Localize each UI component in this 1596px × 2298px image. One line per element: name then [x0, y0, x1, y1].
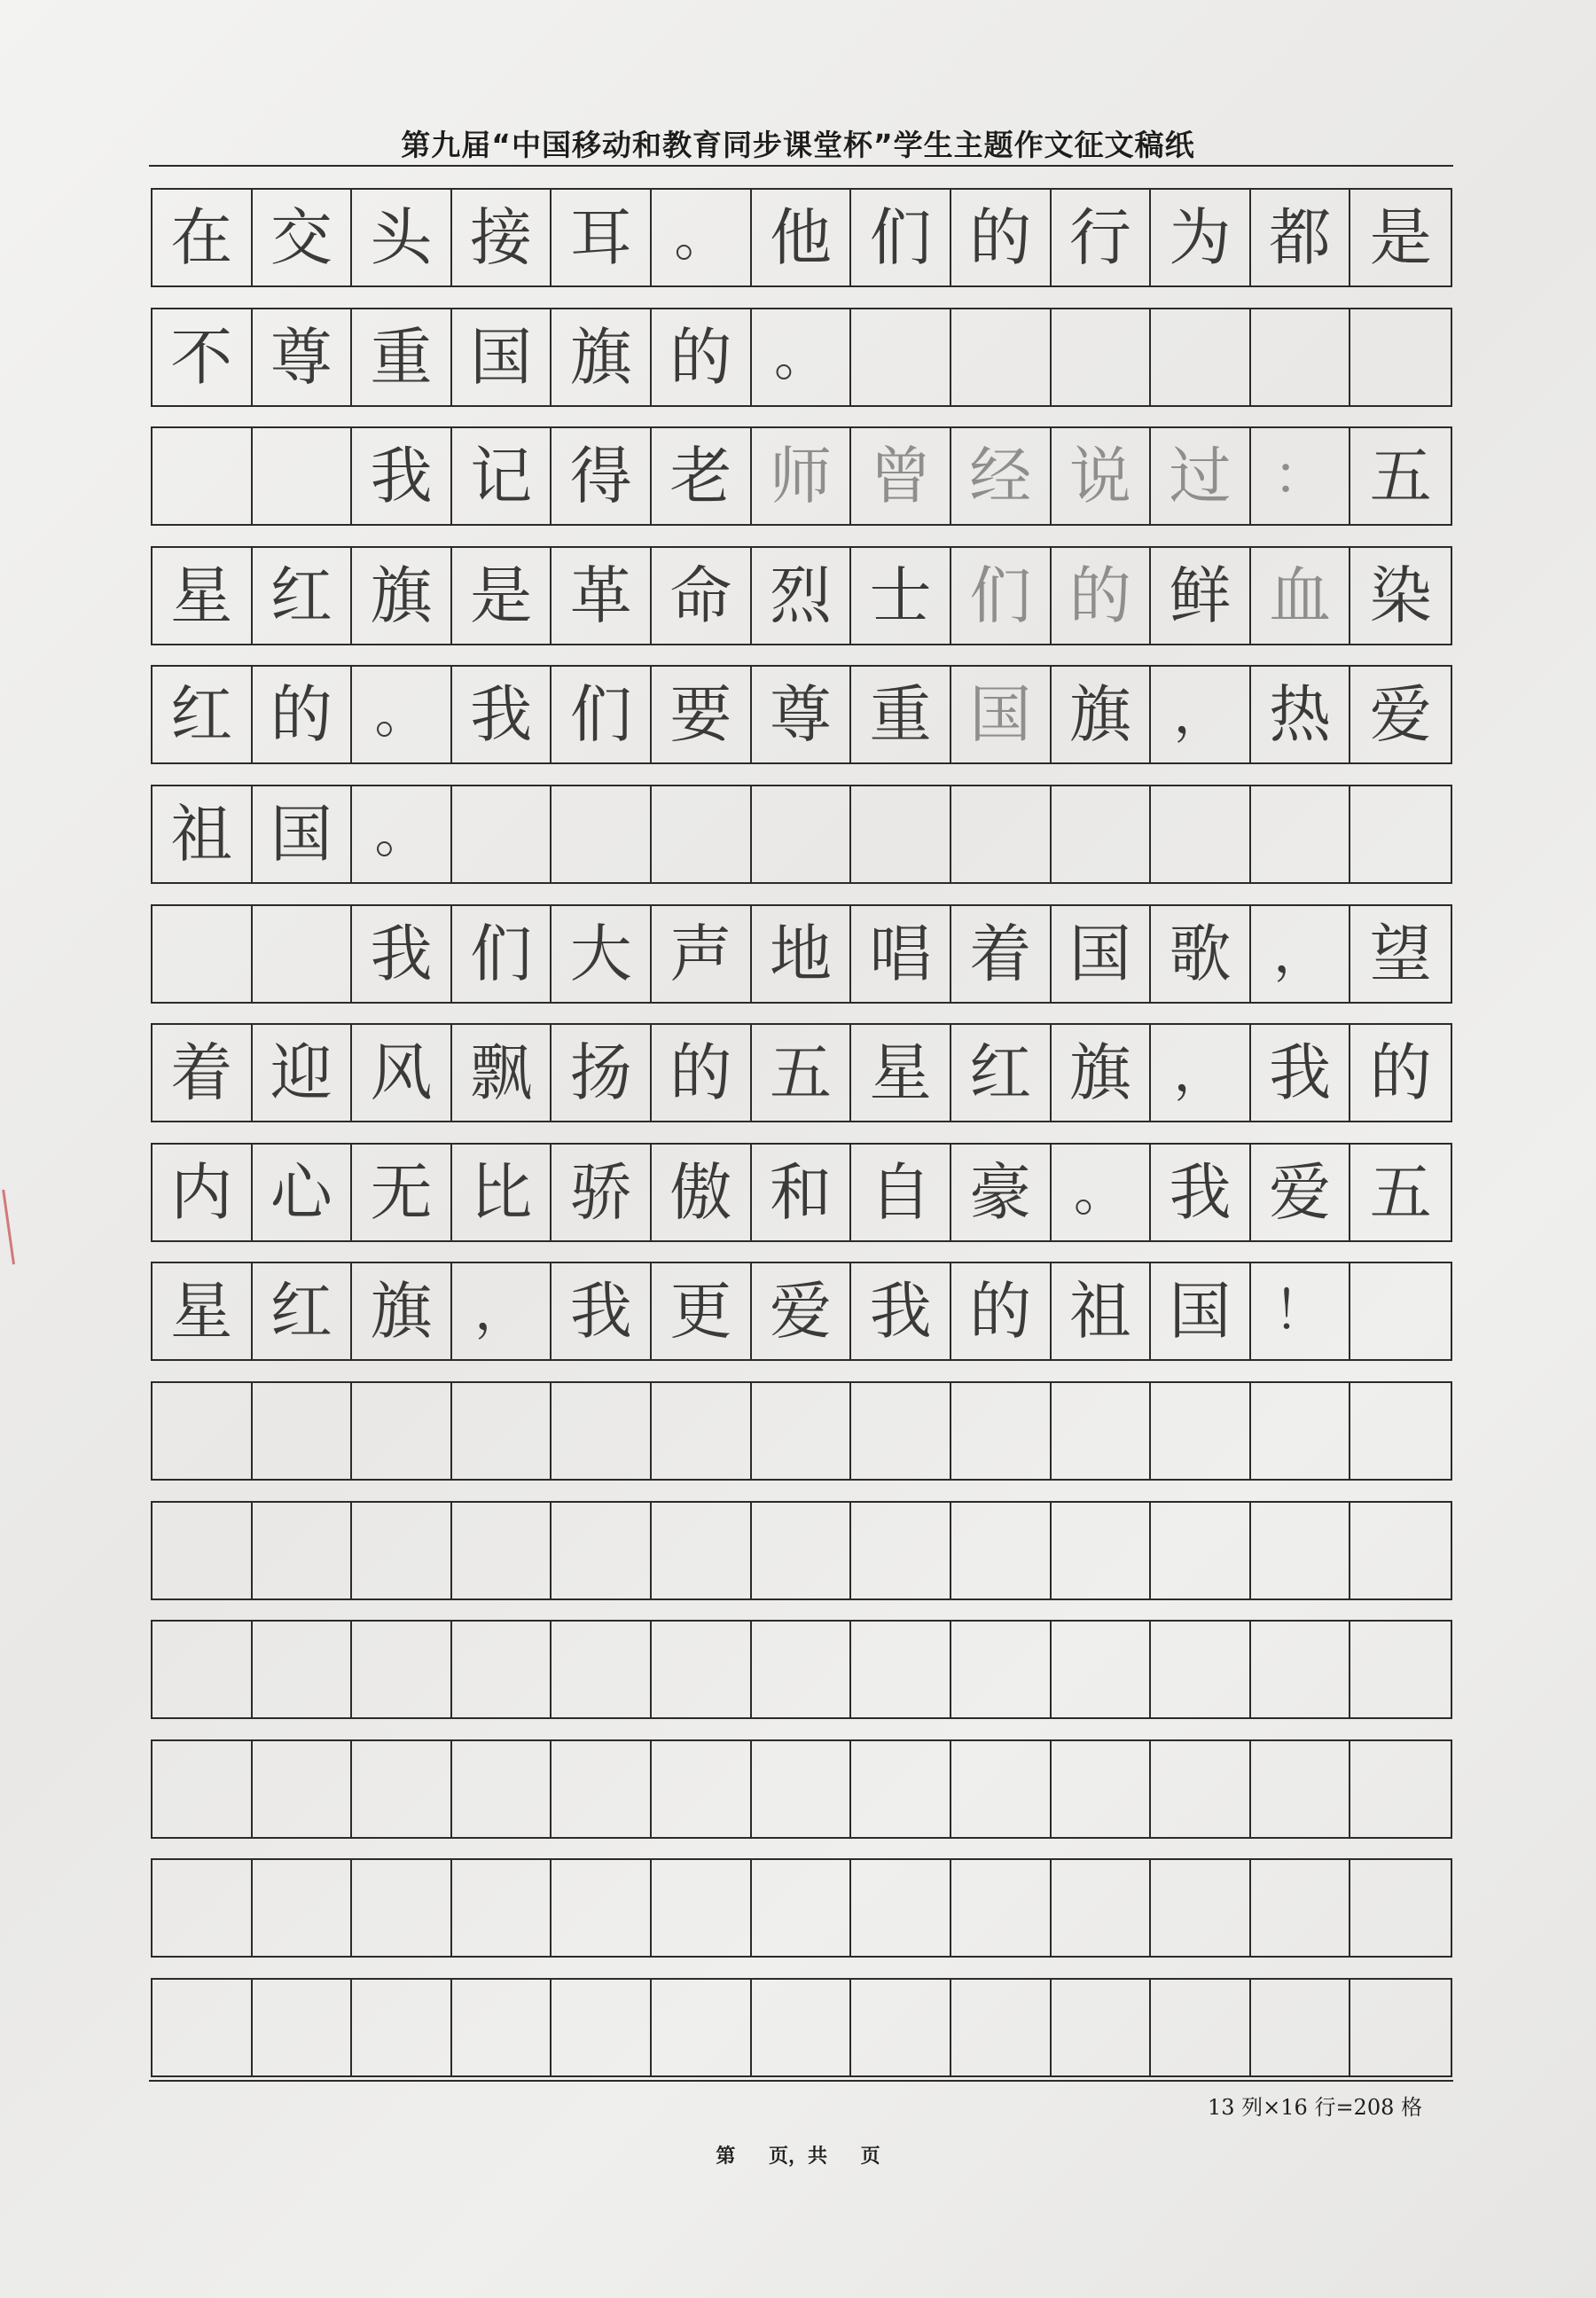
grid-cell: 我: [851, 1263, 951, 1359]
grid-cell: 的: [1052, 548, 1152, 644]
grid-cell: 国: [253, 786, 353, 882]
grid-cell: [652, 1383, 752, 1479]
grid-cell: [253, 1383, 353, 1479]
grid-row: [151, 1978, 1452, 2077]
grid-row: [151, 785, 1452, 884]
grid-cell: 烈: [752, 548, 852, 644]
grid-cell: 豪: [951, 1145, 1052, 1240]
grid-cell: 我: [1251, 1025, 1351, 1121]
page-title: 第九届“中国移动和教育同步课堂杯”学生主题作文征文稿纸: [401, 128, 1195, 162]
grid-cell: 的: [652, 309, 752, 405]
grid-cell: [552, 1741, 652, 1837]
grid-cell: [1052, 786, 1152, 882]
grid-row: [151, 308, 1452, 407]
grid-cell: 祖: [1052, 1263, 1152, 1359]
grid-cell: 们: [452, 906, 552, 1002]
grid-cell: [752, 786, 852, 882]
grid-cell: 迎: [253, 1025, 353, 1121]
grid-cell: 们: [552, 667, 652, 762]
grid-cell: [1151, 1741, 1251, 1837]
grid-cell: 耳: [552, 190, 652, 285]
grid-cell: 是: [452, 548, 552, 644]
grid-cell: [452, 1503, 552, 1598]
grid-cell: 。: [1052, 1145, 1152, 1240]
page-number: 第 页，共 页: [716, 2146, 880, 2168]
grid-cell: 行: [1052, 190, 1152, 285]
grid-cell: 五: [1369, 1156, 1432, 1229]
grid-cell: 不: [153, 309, 253, 405]
top-rule: [149, 165, 1453, 167]
grid-cell: [1350, 1263, 1451, 1359]
grid-cell: [352, 1980, 452, 2075]
grid-cell: 比: [452, 1145, 552, 1240]
grid-cell: 我: [1151, 1145, 1251, 1240]
grid-cell: [851, 1622, 951, 1717]
grid-cell: [951, 1383, 1052, 1479]
grid-cell: 红: [253, 1263, 353, 1359]
grid-cell: [652, 1503, 752, 1598]
grid-cell: [851, 1383, 951, 1479]
grid-cell: 记: [452, 428, 552, 524]
grid-cell: 红: [951, 1025, 1052, 1121]
grid-cell: 无: [352, 1145, 452, 1240]
grid-cell: 染: [1369, 559, 1432, 632]
grid-cell: 五: [1369, 440, 1432, 512]
grid-cell: 地: [752, 906, 852, 1002]
grid-cell: [752, 1622, 852, 1717]
grid-cell: [951, 1860, 1052, 1956]
grid-cell: [1350, 1383, 1451, 1479]
grid-cell: [153, 906, 253, 1002]
grid-cell: 的: [951, 190, 1052, 285]
grid-cell: [1251, 1503, 1351, 1598]
grid-cell: [752, 1741, 852, 1837]
grid-cell: 鲜: [1151, 548, 1251, 644]
grid-cell: 我: [352, 906, 452, 1002]
grid-row: [151, 1501, 1452, 1600]
grid-cell: [951, 1503, 1052, 1598]
grid-cell: [1350, 1860, 1451, 1956]
grid-cell: [153, 1860, 253, 1956]
grid-cell: 是: [1369, 201, 1432, 274]
grid-cell: ，: [1151, 1025, 1251, 1121]
grid-cell: [1251, 1860, 1351, 1956]
grid-cell: 和: [752, 1145, 852, 1240]
grid-cell: [1350, 786, 1451, 882]
grid-cell: 爱: [1251, 1145, 1351, 1240]
grid-cell: [552, 786, 652, 882]
grid-row: [151, 1739, 1452, 1839]
grid-cell: 旗: [1052, 667, 1152, 762]
grid-cell: 。: [752, 309, 852, 405]
grid-row: [151, 1143, 1452, 1242]
grid-cell: 曾: [851, 428, 951, 524]
grid-cell: 热: [1251, 667, 1351, 762]
grid-cell: [1052, 1622, 1152, 1717]
grid-cell: [352, 1503, 452, 1598]
grid-cell: 接: [452, 190, 552, 285]
grid-cell: [253, 1741, 353, 1837]
grid-cell: [153, 1741, 253, 1837]
grid-cell: 头: [352, 190, 452, 285]
grid-info: 13 列×16 行=208 格: [1208, 2095, 1422, 2120]
grid-cell: 国: [1052, 906, 1152, 1002]
grid-cell: 唱: [851, 906, 951, 1002]
grid-cell: [652, 1741, 752, 1837]
grid-cell: 士: [851, 548, 951, 644]
grid-cell: [552, 1622, 652, 1717]
grid-cell: 重: [851, 667, 951, 762]
grid-cell: [752, 1383, 852, 1479]
grid-cell: 旗: [352, 1263, 452, 1359]
grid-cell: 的: [652, 1025, 752, 1121]
grid-cell: [552, 1383, 652, 1479]
grid-cell: [253, 428, 353, 524]
grid-cell: 望: [1369, 918, 1432, 990]
grid-cell: [951, 1622, 1052, 1717]
grid-cell: [552, 1980, 652, 2075]
grid-cell: 旗: [352, 548, 452, 644]
grid-cell: 着: [951, 906, 1052, 1002]
grid-cell: 骄: [552, 1145, 652, 1240]
grid-cell: [652, 1980, 752, 2075]
grid-row: [151, 1262, 1452, 1361]
grid-cell: [752, 1980, 852, 2075]
grid-cell: [752, 1860, 852, 1956]
grid-cell: 师: [752, 428, 852, 524]
grid-cell: [1151, 786, 1251, 882]
grid-cell: 的: [253, 667, 353, 762]
grid-cell: 爱: [752, 1263, 852, 1359]
grid-row: [151, 1858, 1452, 1958]
grid-cell: [452, 1622, 552, 1717]
grid-cell: 傲: [652, 1145, 752, 1240]
grid-cell: 国: [1151, 1263, 1251, 1359]
grid-cell: 重: [352, 309, 452, 405]
grid-cell: 。: [352, 786, 452, 882]
grid-cell: [851, 1980, 951, 2075]
grid-cell: [1350, 1622, 1451, 1717]
grid-cell: [253, 906, 353, 1002]
grid-cell: [452, 1741, 552, 1837]
grid-cell: [352, 1622, 452, 1717]
grid-row: [151, 665, 1452, 764]
grid-cell: 星: [153, 1263, 253, 1359]
grid-row: [151, 904, 1452, 1004]
grid-cell: ，: [452, 1263, 552, 1359]
grid-cell: 自: [851, 1145, 951, 1240]
grid-cell: 过: [1151, 428, 1251, 524]
grid-cell: [153, 1383, 253, 1479]
grid-cell: [652, 1860, 752, 1956]
grid-cell: 五: [752, 1025, 852, 1121]
grid-cell: [1052, 1503, 1152, 1598]
grid-cell: [552, 1503, 652, 1598]
grid-cell: 歌: [1151, 906, 1251, 1002]
grid-cell: 尊: [752, 667, 852, 762]
grid-cell: [851, 786, 951, 882]
grid-cell: [1251, 1980, 1351, 2075]
grid-cell: [851, 1503, 951, 1598]
bottom-rule: [149, 2080, 1453, 2082]
grid-cell: [1151, 1860, 1251, 1956]
grid-cell: 要: [652, 667, 752, 762]
grid-cell: [1151, 1980, 1251, 2075]
grid-cell: 的: [951, 1263, 1052, 1359]
grid-cell: [951, 309, 1052, 405]
grid-cell: [652, 1622, 752, 1717]
grid-cell: [253, 1622, 353, 1717]
grid-cell: ，: [1151, 667, 1251, 762]
grid-cell: [153, 1622, 253, 1717]
grid-cell: 声: [652, 906, 752, 1002]
grid-cell: 旗: [552, 309, 652, 405]
grid-cell: [1052, 1383, 1152, 1479]
grid-cell: [552, 1860, 652, 1956]
grid-cell: 得: [552, 428, 652, 524]
grid-cell: [452, 786, 552, 882]
grid-cell: ！: [1251, 1263, 1351, 1359]
grid-row: [151, 426, 1452, 526]
grid-cell: 风: [352, 1025, 452, 1121]
grid-cell: 他: [752, 190, 852, 285]
grid-cell: 们: [951, 548, 1052, 644]
grid-cell: 。: [352, 667, 452, 762]
grid-cell: 们: [851, 190, 951, 285]
grid-cell: 爱: [1369, 678, 1432, 751]
grid-cell: 星: [153, 548, 253, 644]
grid-cell: 心: [253, 1145, 353, 1240]
grid-cell: [253, 1860, 353, 1956]
grid-cell: 大: [552, 906, 652, 1002]
grid-cell: [1151, 1503, 1251, 1598]
grid-row: [151, 1381, 1452, 1481]
grid-cell: [1052, 1980, 1152, 2075]
grid-cell: [1251, 1383, 1351, 1479]
grid-cell: 我: [452, 667, 552, 762]
grid-cell: 命: [652, 548, 752, 644]
grid-cell: 尊: [253, 309, 353, 405]
grid-cell: 都: [1251, 190, 1351, 285]
grid-cell: 内: [153, 1145, 253, 1240]
grid-cell: [752, 1503, 852, 1598]
grid-cell: [951, 786, 1052, 882]
grid-cell: 飘: [452, 1025, 552, 1121]
grid-cell: [452, 1383, 552, 1479]
grid-cell: [153, 1980, 253, 2075]
grid-row: [151, 188, 1452, 287]
grid-cell: 我: [352, 428, 452, 524]
grid-cell: 国: [951, 667, 1052, 762]
grid-cell: [851, 309, 951, 405]
grid-cell: 在: [153, 190, 253, 285]
grid-cell: [253, 1503, 353, 1598]
grid-cell: 国: [452, 309, 552, 405]
grid-cell: 老: [652, 428, 752, 524]
grid-cell: [1251, 786, 1351, 882]
grid-cell: 说: [1052, 428, 1152, 524]
grid-cell: [1151, 1622, 1251, 1717]
grid-cell: [253, 1980, 353, 2075]
grid-cell: [951, 1980, 1052, 2075]
grid-cell: [1251, 1622, 1351, 1717]
grid-cell: [352, 1383, 452, 1479]
grid-cell: [153, 428, 253, 524]
grid-row: [151, 1620, 1452, 1719]
grid-cell: 交: [253, 190, 353, 285]
grid-cell: [851, 1741, 951, 1837]
grid-cell: 革: [552, 548, 652, 644]
grid-cell: ：: [1251, 428, 1351, 524]
grid-cell: [1350, 1503, 1451, 1598]
grid-cell: [1052, 1741, 1152, 1837]
grid-cell: 扬: [552, 1025, 652, 1121]
grid-cell: 红: [153, 667, 253, 762]
grid-cell: [1251, 1741, 1351, 1837]
grid-cell: [452, 1860, 552, 1956]
grid-cell: 。: [652, 190, 752, 285]
grid-cell: [352, 1741, 452, 1837]
grid-cell: 的: [1369, 1036, 1432, 1109]
grid-cell: [1151, 1383, 1251, 1479]
grid-cell: [652, 786, 752, 882]
grid-cell: 星: [851, 1025, 951, 1121]
grid-cell: 经: [951, 428, 1052, 524]
grid-cell: 着: [153, 1025, 253, 1121]
grid-cell: [1350, 1980, 1451, 2075]
grid-cell: [1052, 1860, 1152, 1956]
grid-cell: 祖: [153, 786, 253, 882]
red-pen-mark: [2, 1187, 35, 1265]
grid-row: [151, 1023, 1452, 1122]
grid-cell: [452, 1980, 552, 2075]
grid-cell: [1151, 309, 1251, 405]
grid-cell: 为: [1151, 190, 1251, 285]
grid-cell: [1052, 309, 1152, 405]
grid-cell: [1350, 1741, 1451, 1837]
grid-cell: [951, 1741, 1052, 1837]
grid-row: [151, 546, 1452, 645]
grid-cell: 更: [652, 1263, 752, 1359]
grid-cell: 旗: [1052, 1025, 1152, 1121]
grid-cell: 我: [552, 1263, 652, 1359]
grid-cell: [352, 1860, 452, 1956]
grid-cell: ，: [1251, 906, 1351, 1002]
grid-cell: 红: [253, 548, 353, 644]
grid-cell: [153, 1503, 253, 1598]
grid-cell: [851, 1860, 951, 1956]
grid-cell: 血: [1251, 548, 1351, 644]
grid-cell: [1251, 309, 1351, 405]
grid-cell: [1350, 309, 1451, 405]
